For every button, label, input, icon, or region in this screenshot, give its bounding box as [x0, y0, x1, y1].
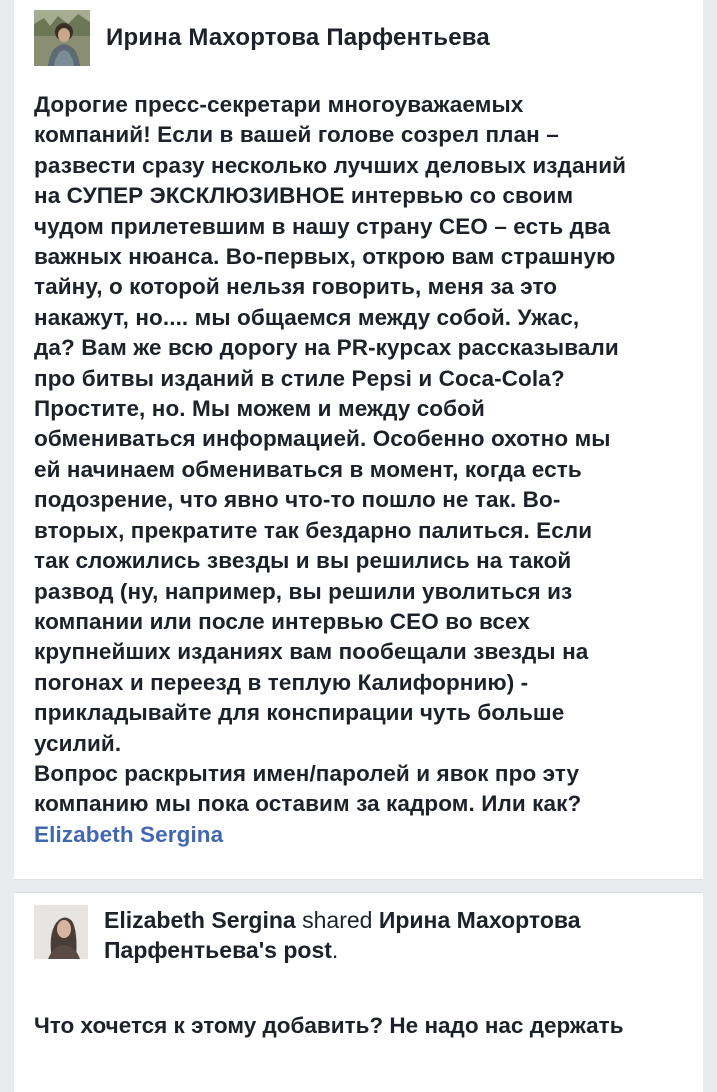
post-text-line: подозрение, что явно что-то пошло не так. Во- — [34, 487, 561, 513]
post-text-line: Дорогие пресс-секретари многоуважаемых — [34, 92, 524, 117]
author-avatar[interactable] — [34, 10, 90, 66]
post-link[interactable]: post — [283, 937, 332, 963]
post-text-line: ей начинаем обмениваться в момент, когда есть — [34, 456, 582, 482]
post-text-line: прикладывайте для конспирации чуть больше — [34, 700, 565, 726]
post-text-line: компаний! Если в вашей голове созрел план – — [34, 122, 559, 148]
share-punctuation: . — [331, 937, 339, 963]
post-header — [34, 10, 490, 66]
author-name[interactable]: Ирина Махортова Парфентьева — [106, 24, 490, 51]
sharer-avatar[interactable] — [34, 905, 88, 959]
post-text-line: важных нюанса. Во-первых, открою вам страшную — [34, 244, 616, 270]
post-text-line: развод (ну, например, вы решили уволиться из — [34, 578, 573, 604]
original-post-card — [14, 0, 703, 880]
sharer-name-link[interactable]: Elizabeth Sergina — [104, 907, 296, 933]
post-text-line: компанию мы пока оставим за кадром. Или как? — [34, 791, 582, 817]
post-text-line: на СУПЕР ЭКСКЛЮЗИВНОЕ интервью со своим — [34, 183, 574, 209]
post-text-line: обмениваться информацией. Особенно охотно мы — [34, 426, 611, 452]
possessive-suffix: 's — [258, 937, 277, 963]
post-text-line: так сложились звезды и вы решились на такой — [34, 548, 572, 574]
post-text-line: Вопрос раскрытия имен/паролей и явок про эту — [34, 760, 580, 786]
original-author-link[interactable]: Ирина Махортова Парфентьева — [104, 907, 581, 963]
post-text-line: усилий. — [34, 730, 122, 756]
share-header — [34, 905, 664, 965]
post-text-line: компании или после интервью CEO во всех — [34, 608, 530, 634]
post-text-line: вторых, прекратите так бездарно палиться. Если — [34, 517, 593, 543]
post-text-line: да? Вам же всю дорогу на PR-курсах рассказывали — [34, 335, 619, 361]
post-text-line: чудом прилетевшим в нашу страну CEO – есть два — [34, 213, 611, 239]
post-text-line: Простите, но. Мы можем и между собой — [34, 396, 485, 422]
post-text — [34, 90, 684, 850]
post-text-line: крупнейших изданиях вам пообещали звезды на — [34, 639, 589, 665]
share-headline — [104, 905, 664, 965]
share-text-line: Что хочется к этому добавить? Не надо нас держать — [34, 1013, 624, 1038]
share-action-text: shared — [302, 907, 373, 933]
share-body-text — [34, 1011, 684, 1041]
tagged-user-link[interactable]: Elizabeth Sergina — [34, 821, 224, 847]
post-text-line: тайну, о которой нельзя говорить, меня за это — [34, 274, 558, 300]
post-text-line: накажут, но.... мы общаемся между собой. Ужас, — [34, 304, 580, 330]
post-text-line: погонах и переезд в теплую Калифорнию) - — [34, 669, 529, 695]
post-text-line: про битвы изданий в стиле Pepsi и Coca-Cola? — [34, 365, 565, 391]
post-text-line: развести сразу несколько лучших деловых изданий — [34, 152, 627, 178]
share-card — [14, 892, 703, 1092]
